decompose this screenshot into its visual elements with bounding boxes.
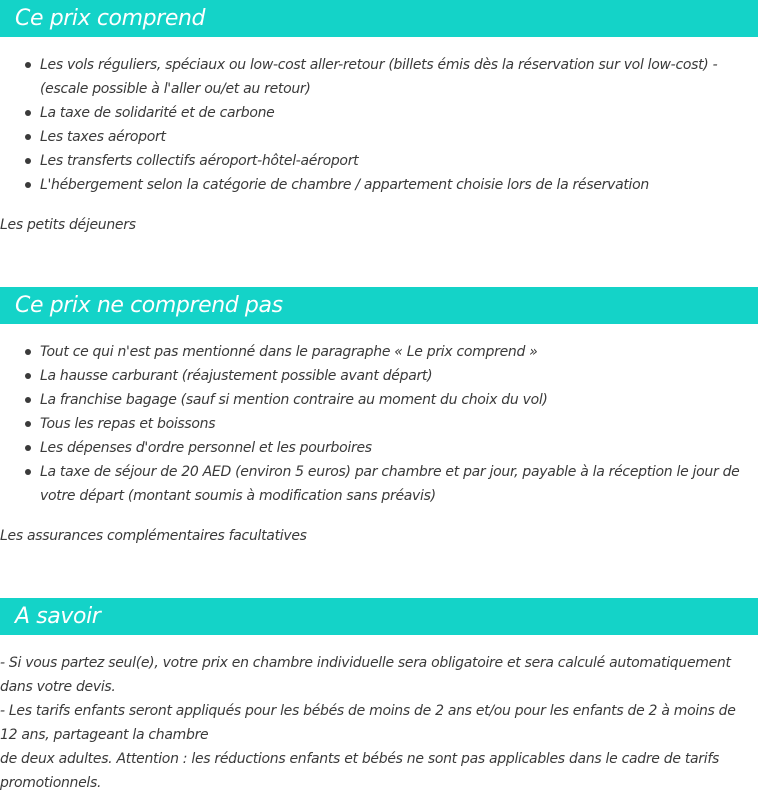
section-title-excluded: Ce prix ne comprend pas bbox=[15, 293, 283, 318]
included-list bbox=[0, 53, 740, 197]
list-item: Tous les repas et boissons bbox=[0, 412, 740, 436]
section-title-included: Ce prix comprend bbox=[15, 6, 206, 31]
list-item: La taxe de solidarité et de carbone bbox=[0, 101, 740, 125]
list-item: Tout ce qui n'est pas mentionné dans le paragraphe « Le prix comprend » bbox=[0, 340, 740, 364]
list-item: Les vols réguliers, spéciaux ou low-cost aller-retour (billets émis dès la réservation sur vol low-cost) - (escale possible à l'aller ou/et au retour) bbox=[0, 53, 740, 101]
info-line: - Si vous partez seul(e), votre prix en chambre individuelle sera obligatoire et sera calculé automatiquement dans votre devis. bbox=[0, 655, 731, 695]
section-header-included bbox=[0, 0, 758, 37]
list-item: Les taxes aéroport bbox=[0, 125, 740, 149]
included-note: Les petits déjeuners bbox=[0, 217, 136, 233]
list-item: La franchise bagage (sauf si mention contraire au moment du choix du vol) bbox=[0, 388, 740, 412]
section-title-info: A savoir bbox=[15, 604, 101, 629]
excluded-note: Les assurances complémentaires facultatives bbox=[0, 528, 307, 544]
list-item: La taxe de séjour de 20 AED (environ 5 euros) par chambre et par jour, payable à la réception le jour de votre départ (montant soumis à modification sans préavis) bbox=[0, 460, 740, 508]
section-header-info bbox=[0, 598, 758, 635]
section-header-excluded bbox=[0, 287, 758, 324]
info-line: - Les tarifs enfants seront appliqués pour les bébés de moins de 2 ans et/ou pour les enfants de 2 à moins de 12 ans, partageant la chambre bbox=[0, 703, 736, 743]
list-item: Les transferts collectifs aéroport-hôtel-aéroport bbox=[0, 149, 740, 173]
info-line: de deux adultes. Attention : les réductions enfants et bébés ne sont pas applicables dans le cadre de tarifs promotionnels. bbox=[0, 751, 719, 791]
list-item: La hausse carburant (réajustement possible avant départ) bbox=[0, 364, 740, 388]
list-item: Les dépenses d'ordre personnel et les pourboires bbox=[0, 436, 740, 460]
info-paragraph bbox=[0, 651, 756, 795]
excluded-list bbox=[0, 340, 740, 508]
list-item: L'hébergement selon la catégorie de chambre / appartement choisie lors de la réservation bbox=[0, 173, 740, 197]
